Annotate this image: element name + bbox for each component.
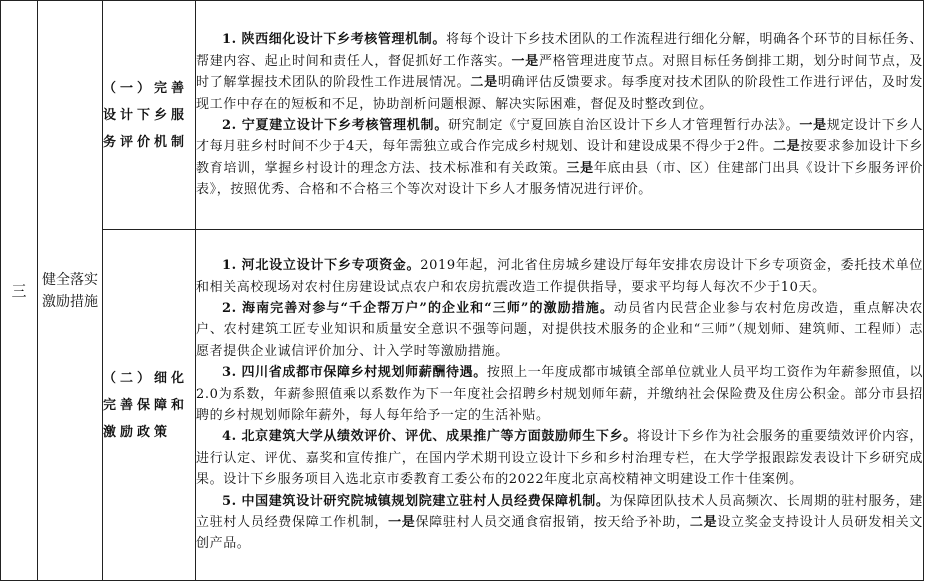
table-row — [1, 1, 924, 230]
table-row — [1, 230, 924, 581]
item-emphasis: 一是 — [388, 515, 416, 531]
item-heading: 宁夏建立设计下乡考核管理机制。 — [241, 118, 449, 133]
section-1-body — [196, 1, 924, 230]
item-emphasis: 二是 — [470, 75, 498, 91]
item-text: 动员省内民营企业参与农村危房改造，重点解决农户、农村建筑工匠专业知识和质量安全意识不强等问题，对提供技术服务的企业和“三师”（规划师、建筑师、工程师）志愿者提供企业诚信评价加分、计入学时等激励措施。 — [196, 300, 924, 359]
item-heading: 河北设立设计下乡专项资金。 — [241, 258, 421, 274]
item-text: 研究制定《宁夏回族自治区设计下乡人才管理暂行办法》。 — [448, 118, 800, 133]
list-item — [196, 255, 923, 298]
item-heading: 四川省成都市保障乡村规划师薪酬待遇。 — [241, 365, 487, 381]
item-number: 4. — [222, 429, 237, 445]
list-item — [196, 491, 923, 555]
item-number: 5. — [222, 493, 237, 509]
item-number: 1. — [222, 258, 237, 274]
item-heading: 陕西细化设计下乡考核管理机制。 — [241, 32, 446, 48]
list-item — [196, 115, 923, 201]
list-item — [196, 298, 923, 362]
item-emphasis: 一是 — [799, 118, 827, 133]
list-item — [196, 362, 923, 426]
item-heading: 中国建筑设计研究院城镇规划院建立驻村人员经费保障机制。 — [241, 493, 610, 509]
item-heading: 北京建筑大学从绩效评价、评优、成果推广等方面鼓励师生下乡。 — [241, 429, 637, 445]
item-number: 3. — [222, 365, 237, 381]
section-1-subtitle: （一）完善设计下乡服务评价机制 — [103, 1, 196, 230]
item-number: 1. — [222, 32, 237, 48]
item-number: 2. — [222, 300, 237, 316]
list-item — [196, 29, 923, 115]
item-text: 将每个设计下乡技术团队的工作流程进行细化分解，明确各个环节的目标任务、帮建内容、起止时间和责任人，督促抓好工作落实。 — [196, 32, 923, 69]
item-text: 2019年起，河北省住房城乡建设厅每年安排农房设计下乡专项资金，委托技术单位和相关高校现场对农村住房建设试点农户和农房抗震改造工作提供指导，要求平均每人每次不少于10天。 — [196, 258, 923, 295]
row-number: 三 — [1, 1, 38, 581]
item-text: 按照上一年度成都市城镇全部单位就业人员平均工资作为年薪参照值，以2.0为系数，年薪参照值乘以系数作为下一年度社会招聘乡村规划师年薪，并缴纳社会保险费及住房公积金。部分市县招聘的乡村规划师除年薪外，每人每年给予一定的生活补贴。 — [196, 365, 924, 423]
item-text: 为保障团队技术人员高频次、长周期的驻村服务，建立驻村人员经费保障工作机制， — [196, 493, 923, 531]
list-item — [196, 426, 923, 490]
section-2-body — [196, 230, 924, 581]
item-emphasis: 二是 — [773, 139, 801, 155]
item-text: 严格管理进度节点。对照目标任务倒排工期，划分时间节点，及时了解掌握技术团队的阶段性工作进展情况。 — [196, 53, 923, 91]
item-text: 设立奖金支持设计人员研发相关文创产品。 — [196, 515, 923, 552]
item-text: 保障驻村人员交通食宿报销，按天给予补助， — [415, 515, 690, 531]
section-2-subtitle: （二）细化完善保障和激励政策 — [103, 230, 196, 581]
item-text: 年底由县（市、区）住建部门出具《设计下乡服务评价表》，按照优秀、合格和不合格三个等次对设计下乡人才服务情况进行评价。 — [196, 160, 924, 198]
item-emphasis: 二是 — [689, 515, 718, 531]
item-text: 规定设计下乡人才每月驻乡村时间不少于4天，每年需独立或合作完成乡村规划、设计和建设成果不得少于2件。 — [196, 118, 924, 155]
item-number: 2. — [222, 118, 237, 133]
item-text: 按要求参加设计下乡教育培训，掌握乡村设计的理念方法、技术标准和有关政策。 — [196, 139, 924, 176]
item-emphasis: 一是 — [511, 53, 539, 69]
item-text: 将设计下乡作为社会服务的重要绩效评价内容，进行认定、评优、嘉奖和宣传推广，在国内学术期刊设立设计下乡和乡村治理专栏，在大学学报跟踪发表设计下乡研究成果。设计下乡服务项目入选北京市委教育工委公布的2022年度北京高校精神文明建设工作十佳案例。 — [196, 429, 924, 488]
item-text: 明确评估反馈要求。每季度对技术团队的阶段性工作进行评估，及时发现工作中存在的短板和不足，协助剖析问题根源、解决实际困难，督促及时整改到位。 — [196, 75, 923, 112]
item-heading: 海南完善对参与“千企帮万户”的企业和“三师”的激励措施。 — [242, 300, 614, 316]
item-emphasis: 三是 — [566, 160, 594, 176]
category-label: 健全落实激励措施 — [38, 1, 103, 581]
